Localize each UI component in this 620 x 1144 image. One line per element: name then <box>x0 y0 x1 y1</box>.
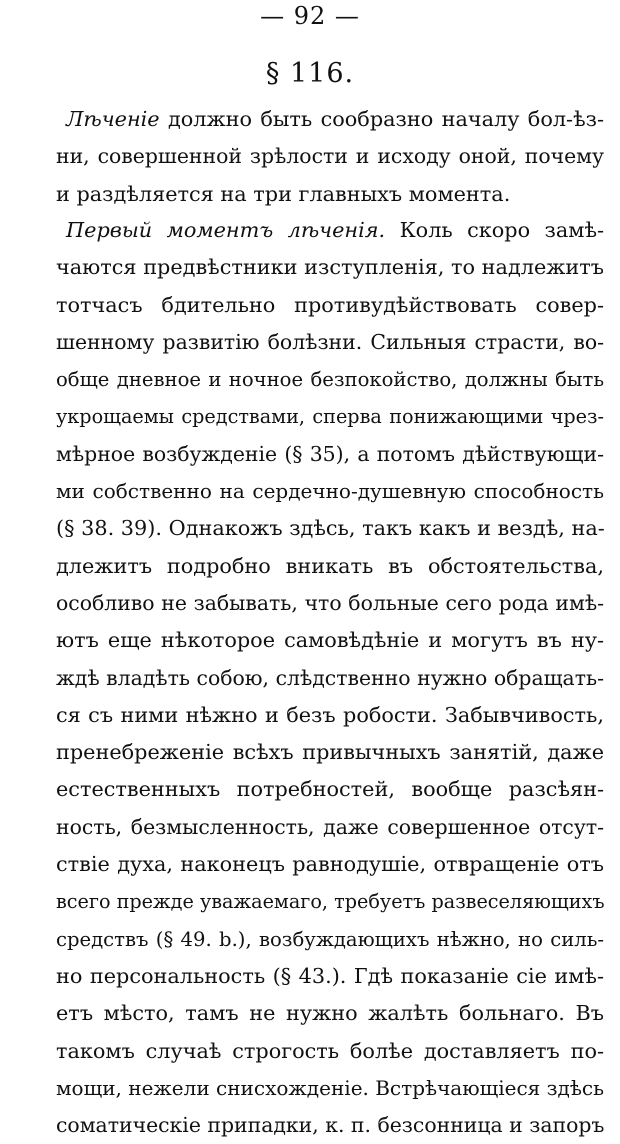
text-line <box>56 921 604 958</box>
line-text: длежитъ подробно вникать въ обстоятельства, <box>56 553 604 578</box>
page-number: — 92 — <box>260 2 360 30</box>
line-text: ми собственно на сердечно-душевную способность <box>56 479 604 504</box>
line-text: тотчасъ бдительно противудѣйствовать совер- <box>56 292 604 317</box>
text-line <box>56 809 604 846</box>
text-line <box>56 585 604 622</box>
line-text: такомъ случаѣ строгость болѣе доставляетъ по- <box>56 1038 604 1063</box>
text-line <box>56 660 604 697</box>
paragraph-treatment-intro <box>56 101 604 213</box>
line-text: (§ 38. 39). Однакожъ здѣсь, такъ какъ и вездѣ, на- <box>56 516 605 541</box>
line-text: шенному развитію болѣзни. Сильныя страсти, во- <box>56 329 604 354</box>
line-text: обще дневное и ночное безпокойство, должны быть <box>56 368 604 392</box>
line-text: мощи, нежели снисхожденіе. Встрѣчающіеся здѣсь <box>56 1075 604 1100</box>
italic-term: Лѣченіе <box>66 107 160 131</box>
text-line <box>56 1033 604 1070</box>
text-line <box>56 324 604 361</box>
text-line <box>56 548 604 585</box>
line-text: естественныхъ потребностей, вообще разсѣян- <box>56 777 604 802</box>
text-line <box>56 846 604 883</box>
line-text: етъ мѣсто, тамъ не нужно жалѣть больнаго. Въ <box>56 1001 604 1026</box>
text-line <box>56 1070 604 1107</box>
line-text: чаются предвѣстники изступленія, то надлежитъ <box>56 255 604 280</box>
text-line <box>56 510 604 547</box>
line-text: пренебреженіе всѣхъ привычныхъ занятій, даже <box>56 740 604 765</box>
text-line <box>56 361 604 398</box>
text-line <box>56 138 604 175</box>
line-text: ся съ ними нѣжно и безъ робости. Забывчивость, <box>56 702 604 727</box>
text-line <box>56 473 604 510</box>
text-line <box>56 622 604 659</box>
line-text: должно быть сообразно началу бол-ѣз- <box>159 107 604 131</box>
text-line <box>56 771 604 808</box>
text-line <box>56 212 604 249</box>
line-text: но персональность (§ 43.). Гдѣ показаніе сіе имѣ- <box>56 963 604 988</box>
text-line <box>56 883 604 920</box>
text-line <box>56 734 604 771</box>
line-text: и раздѣляется на три главныхъ момента. <box>56 181 511 206</box>
line-text: ность, безмысленность, даже совершенное отсут- <box>56 814 604 839</box>
line-text: укрощаемы средствами, сперва понижающими чрез- <box>56 405 604 429</box>
line-text: соматическіе припадки, к. п. безсонница и запоръ <box>56 1113 605 1138</box>
line-text: ствіе духа, наконецъ равнодушіе, отвращеніе отъ <box>56 852 604 877</box>
line-text: средствъ (§ 49. b.), возбуждающихъ нѣжно, но силь- <box>56 927 604 951</box>
text-line <box>56 958 604 995</box>
text-line <box>56 995 604 1032</box>
line-text: Коль скоро замѣ- <box>385 218 605 242</box>
paragraph-first-moment <box>56 212 604 1144</box>
line-text: всего прежде уважаемаго, требуетъ развеселяющихъ <box>56 890 605 914</box>
line-text: ютъ еще нѣкоторое самовѣдѣніе и могутъ въ ну- <box>56 628 604 653</box>
section-heading: § 116. <box>265 58 355 89</box>
text-line <box>56 176 604 213</box>
text-line <box>56 436 604 473</box>
text-line <box>56 287 604 324</box>
line-text: мѣрное возбужденіе (§ 35), а потомъ дѣйствующи- <box>56 441 604 466</box>
text-line <box>56 1107 604 1144</box>
text-line <box>56 249 604 286</box>
text-line <box>56 697 604 734</box>
line-text: ни, совершенной зрѣлости и исходу оной, почему <box>56 144 604 169</box>
text-line <box>56 398 604 435</box>
text-line <box>56 101 604 138</box>
line-text: особливо не забывать, что больные сего рода имѣ- <box>56 590 604 615</box>
line-text: ждѣ владѣть собою, слѣдственно нужно обращать- <box>56 665 604 690</box>
italic-term: Первый моментъ лѣченія. <box>66 218 386 242</box>
